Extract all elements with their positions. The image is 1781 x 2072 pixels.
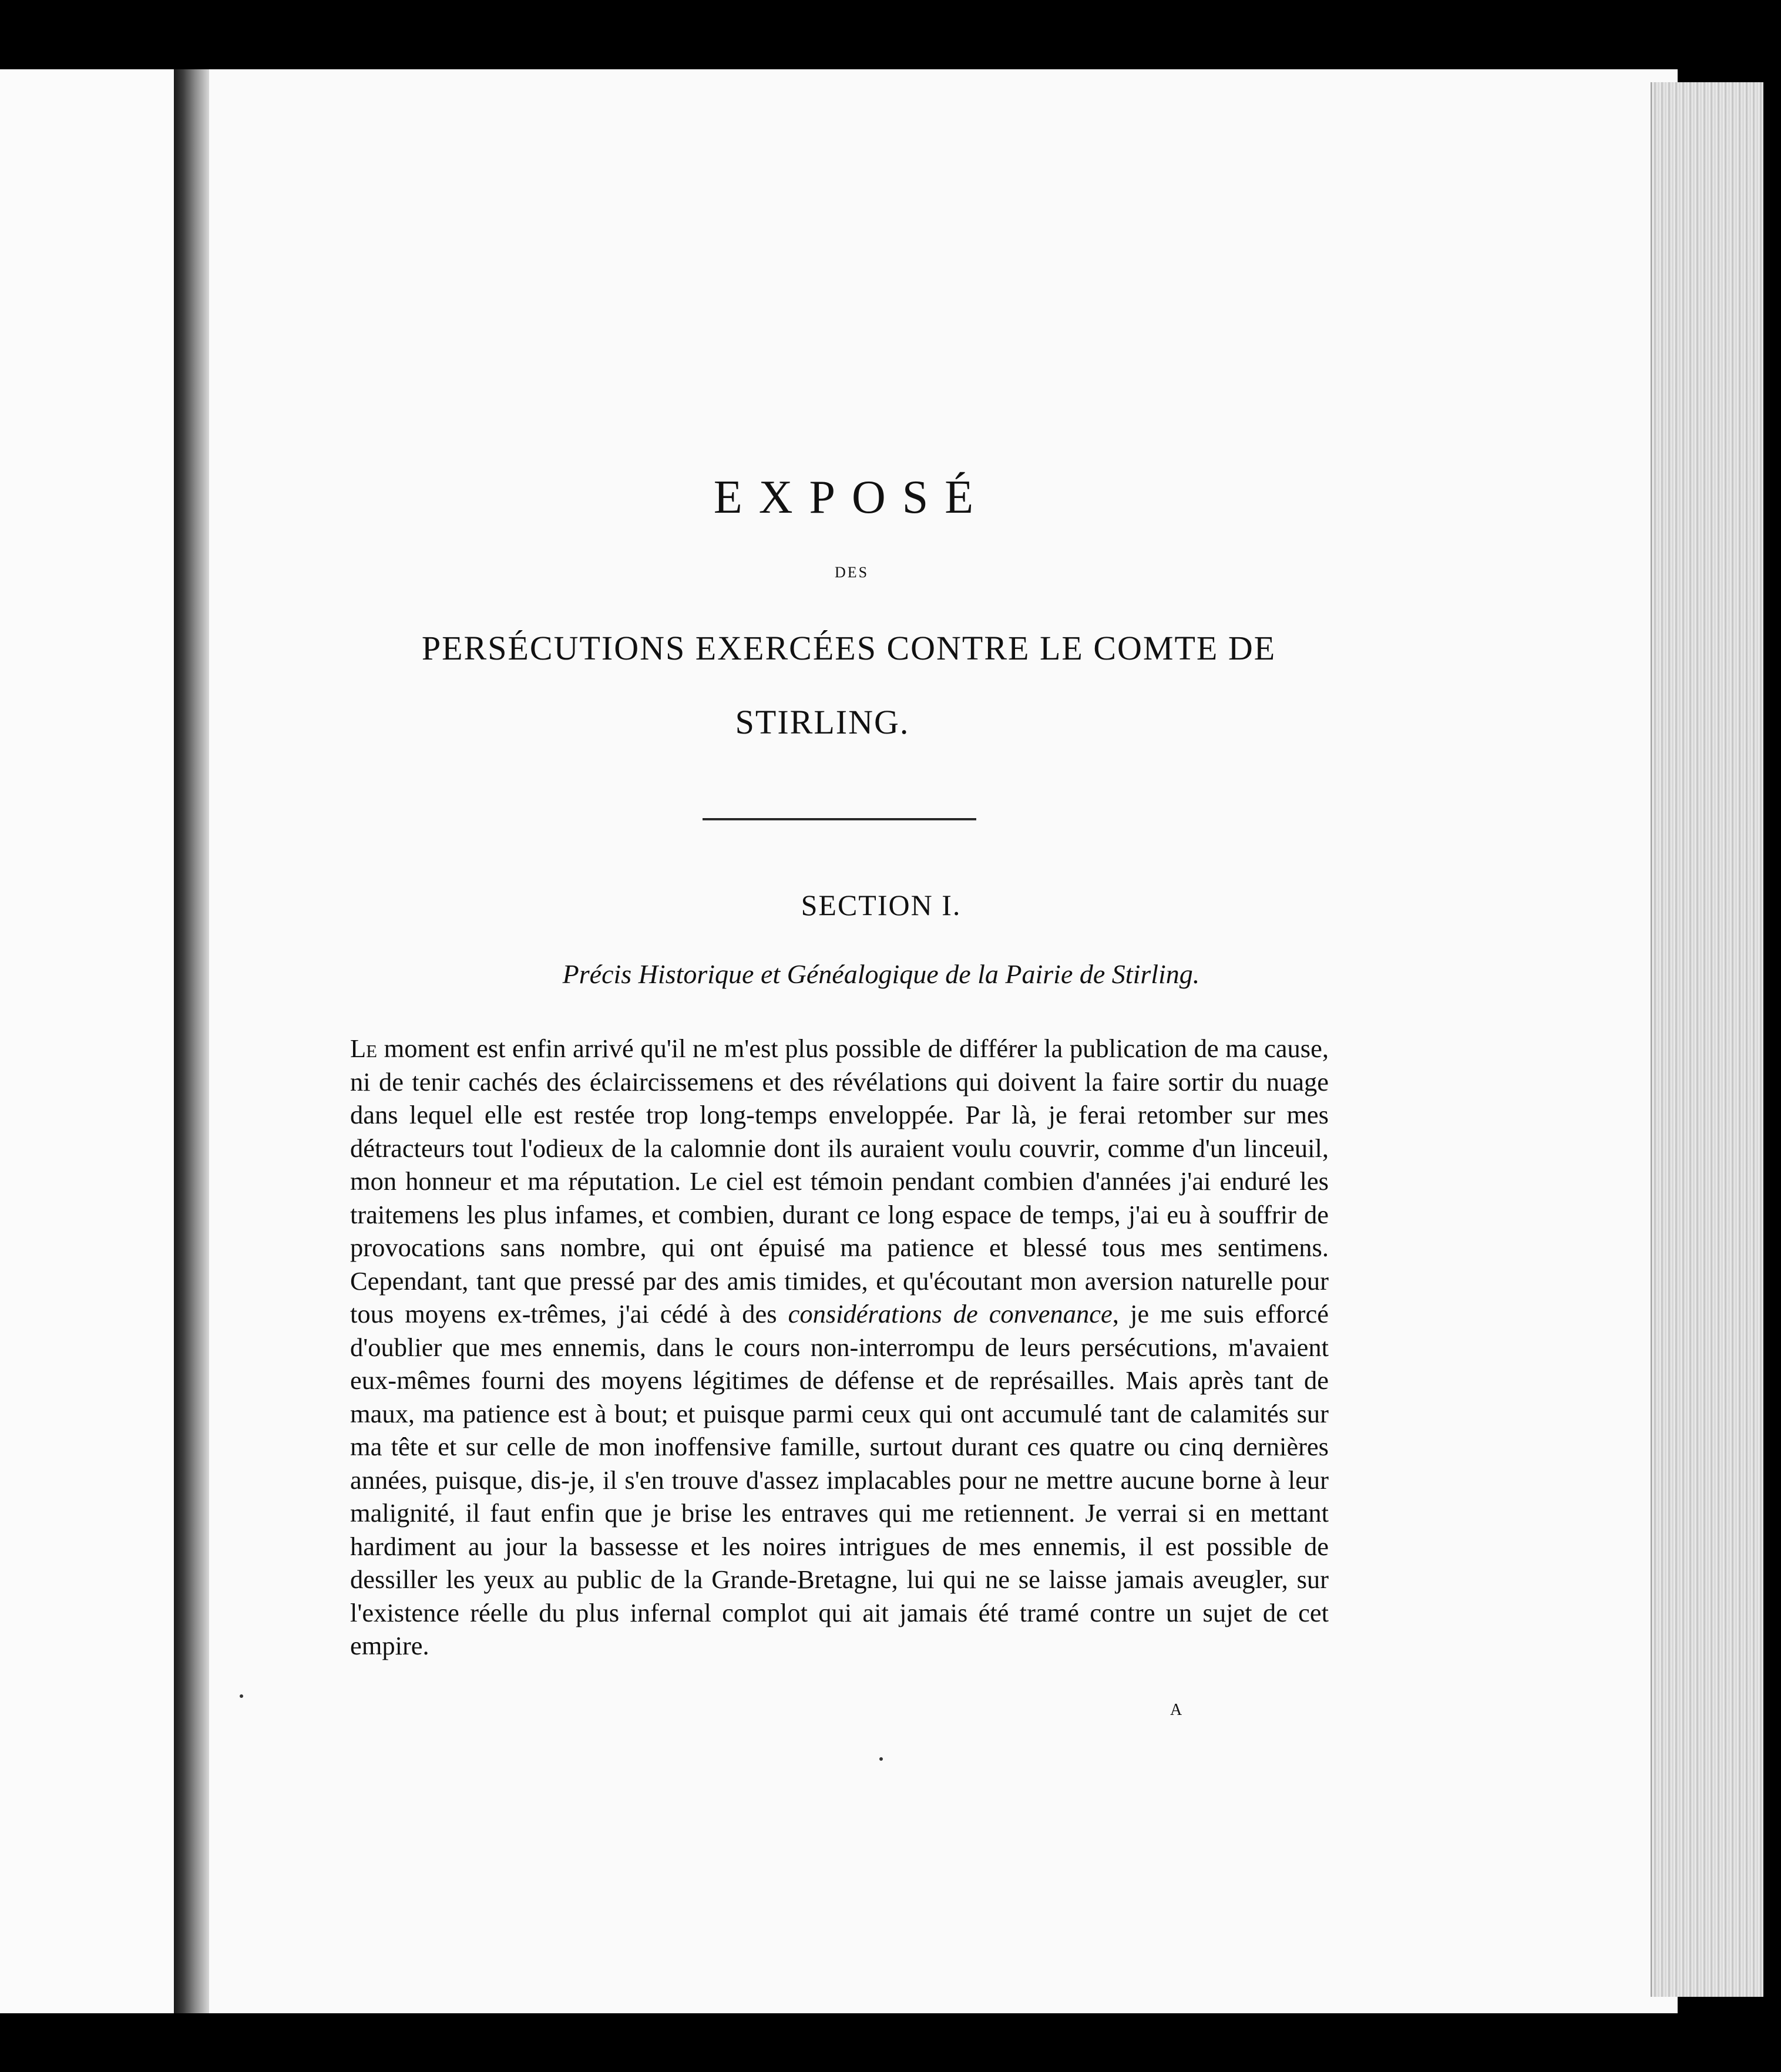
divider-rule <box>703 818 976 820</box>
body-text-part1: moment est enfin arrivé qu'il ne m'est plus possible de différer la publication de ma cause, ni de tenir cachés des éclaircissemens et des révélations qui doivent la faire sortir du nuage dans lequel elle est restée trop long-temps enveloppée. Par là, je ferai retomber sur mes détracteurs tout l'odieux de la calomnie dont ils auraient voulu couvrir, comme d'un linceuil, mon honneur et ma réputation. Le ciel est témoin pendant combien d'années j'ai enduré les traitemens les plus infames, et combien, durant ce long espace de temps, j'ai eu à souffrir de provocations sans nombre, qui ont épuisé ma patience et blessé tous mes sentimens. Cependant, tant que pressé par des amis timides, et qu'écoutant mon aversion naturelle pour tous moyens ex-trêmes, j'ai cédé à des <box>350 1034 1329 1328</box>
page-edges <box>1651 82 1763 1997</box>
body-paragraph <box>350 1032 1329 1663</box>
drop-word: Le <box>350 1034 378 1063</box>
section-subtitle: Précis Historique et Généalogique de la Pairie de Stirling. <box>562 959 1200 989</box>
heading-line-2: STIRLING. <box>735 703 910 741</box>
speck <box>240 1694 243 1698</box>
speck <box>879 1757 883 1761</box>
body-text-part2: , je me suis efforcé d'oublier que mes ennemis, dans le cours non-interrompu de leurs persécutions, m'avaient eux-mêmes fourni des moyens légitimes de défense et de représailles. Mais après tant de maux, ma patience est à bout; et puisque parmi ceux qui ont accumulé tant de calamités sur ma tête et sur celle de mon inoffensive famille, surtout durant ces quatre ou cinq dernières années, puisque, dis-je, il s'en trouve d'assez implacables pour ne mettre aucune borne à leur malignité, il faut enfin que je brise les entraves qui me retiennent. Je verrai si en mettant hardiment au jour la bassesse et les noires intrigues de mes ennemis, il est possible de dessiller les yeux au public de la Grande-Bretagne, lui qui ne se laisse jamais aveugler, sur l'existence réelle du plus infernal complot qui ait jamais été tramé contre un sujet de cet empire. <box>350 1299 1329 1660</box>
left-page <box>0 69 174 2013</box>
body-italic-phrase: considérations de convenance <box>788 1299 1113 1328</box>
section-heading: SECTION I. <box>801 889 962 921</box>
book-gutter <box>174 69 209 2013</box>
signature-mark: A <box>1170 1701 1182 1719</box>
heading-line-1: PERSÉCUTIONS EXERCÉES CONTRE LE COMTE DE <box>421 629 1276 667</box>
document-title: EXPOSÉ <box>713 472 990 523</box>
title-connector: DES <box>834 564 869 581</box>
